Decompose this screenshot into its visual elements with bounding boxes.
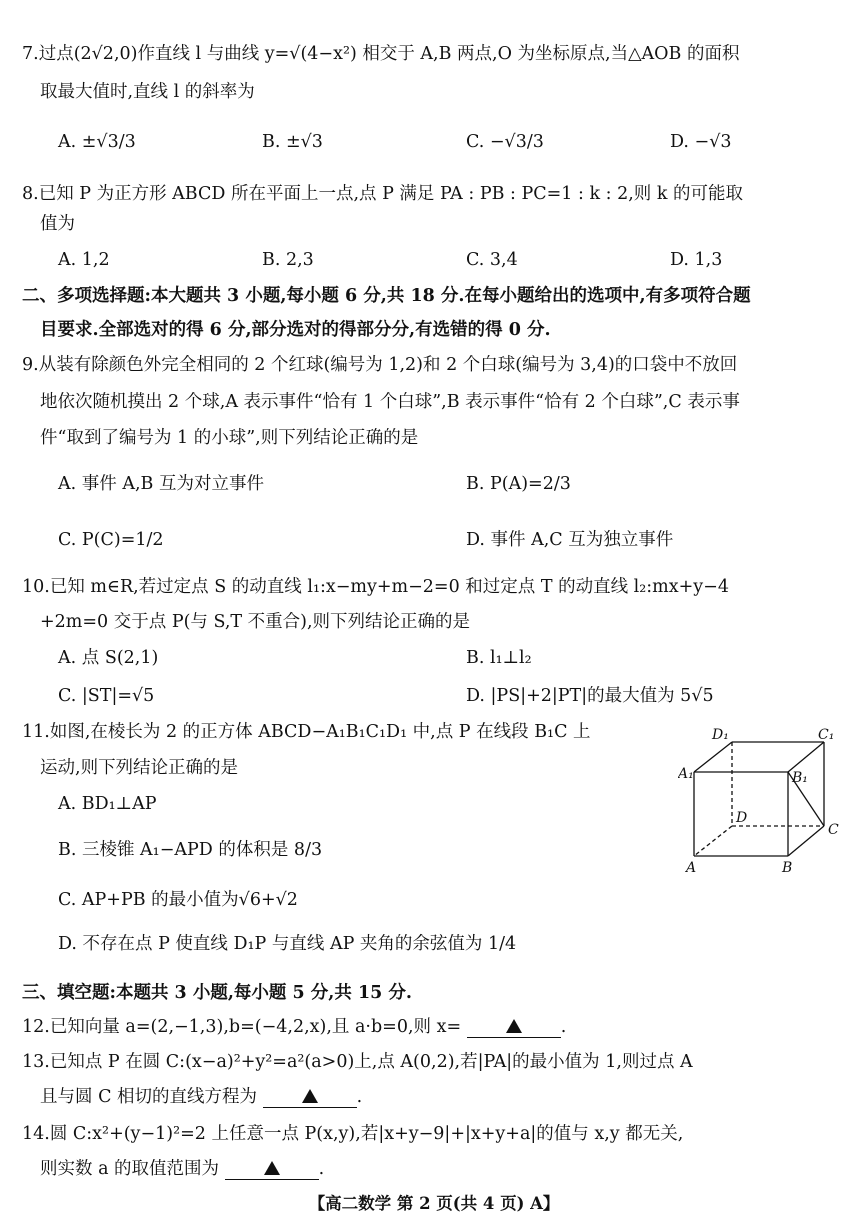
q8-option-a: A. 1,2 — [58, 250, 110, 270]
q13-line1: 13.已知点 P 在圆 C:(x−a)²+y²=a²(a>0)上,点 A(0,2),若|PA|的最小值为 1,则过点 A — [22, 1052, 693, 1072]
q13-answer-blank[interactable] — [263, 1088, 357, 1108]
section3-heading: 三、填空题:本题共 3 小题,每小题 5 分,共 15 分. — [22, 983, 412, 1003]
q14-line1: 14.圆 C:x²+(y−1)²=2 上任意一点 P(x,y),若|x+y−9|+|x+y+a|的值与 x,y 都无关, — [22, 1124, 684, 1144]
q9-option-d: D. 事件 A,C 互为独立事件 — [466, 530, 674, 550]
q11-option-c: C. AP+PB 的最小值为√6+√2 — [58, 890, 298, 910]
q12-text: 12.已知向量 a=(2,−1,3),b=(−4,2,x),且 a·b=0,则 x= — [22, 1017, 462, 1037]
q7-line1: 7.过点(2√2,0)作直线 l 与曲线 y=√(4−x²) 相交于 A,B 两点,O 为坐标原点,当△AOB 的面积 — [22, 44, 740, 64]
q14-text: 则实数 a 的取值范围为 — [40, 1159, 220, 1179]
q9-option-c: C. P(C)=1/2 — [58, 530, 164, 550]
q11-option-b: B. 三棱锥 A₁−APD 的体积是 8/3 — [58, 840, 323, 860]
q8-line1: 8.已知 P 为正方形 ABCD 所在平面上一点,点 P 满足 PA : PB : PC=1 : k : 2,则 k 的可能取 — [22, 184, 744, 204]
q8-option-b: B. 2,3 — [262, 250, 314, 270]
q11-option-a: A. BD₁⊥AP — [58, 794, 157, 814]
q13-line2: 且与圆 C 相切的直线方程为 . — [40, 1087, 363, 1107]
q8-line2: 值为 — [40, 214, 75, 234]
q8-option-d: D. 1,3 — [670, 250, 723, 270]
q11-line2: 运动,则下列结论正确的是 — [40, 758, 239, 778]
page-footer: 【高二数学 第 2 页(共 4 页) A】 — [308, 1194, 560, 1213]
q10-line2: +2m=0 交于点 P(与 S,T 不重合),则下列结论正确的是 — [40, 612, 471, 632]
q9-option-b: B. P(A)=2/3 — [466, 474, 571, 494]
label-a1: A₁ — [678, 766, 694, 782]
q10-line1: 10.已知 m∈R,若过定点 S 的动直线 l₁:x−my+m−2=0 和过定点 T 的动直线 l₂:mx+y−4 — [22, 577, 729, 597]
q7-option-d: D. −√3 — [670, 132, 732, 152]
q11-option-d: D. 不存在点 P 使直线 D₁P 与直线 AP 夹角的余弦值为 1/4 — [58, 934, 517, 954]
q12-line1: 12.已知向量 a=(2,−1,3),b=(−4,2,x),且 a·b=0,则 x= . — [22, 1017, 567, 1037]
label-c1: C₁ — [818, 727, 835, 743]
q9-option-a: A. 事件 A,B 互为对立事件 — [58, 474, 264, 494]
q7-option-b: B. ±√3 — [262, 132, 323, 152]
label-b1: B₁ — [792, 770, 808, 786]
label-d: D — [736, 810, 748, 826]
label-a: A — [686, 860, 697, 876]
q11-line1: 11.如图,在棱长为 2 的正方体 ABCD−A₁B₁C₁D₁ 中,点 P 在线段 B₁C 上 — [22, 722, 591, 742]
label-b: B — [782, 860, 793, 876]
q7-option-a: A. ±√3/3 — [58, 132, 136, 152]
q8-option-c: C. 3,4 — [466, 250, 518, 270]
q9-line2: 地依次随机摸出 2 个球,A 表示事件“恰有 1 个白球”,B 表示事件“恰有 2 个白球”,C 表示事 — [40, 392, 740, 412]
q9-line3: 件“取到了编号为 1 的小球”,则下列结论正确的是 — [40, 428, 419, 448]
q9-line1: 9.从装有除颜色外完全相同的 2 个红球(编号为 1,2)和 2 个白球(编号为 3,4)的口袋中不放回 — [22, 355, 738, 375]
q10-option-c: C. |ST|=√5 — [58, 686, 155, 706]
q12-answer-blank[interactable] — [467, 1018, 561, 1038]
cube-figure — [678, 724, 848, 884]
triangle-icon — [506, 1019, 522, 1033]
triangle-icon — [264, 1161, 280, 1175]
q14-answer-blank[interactable] — [225, 1160, 319, 1180]
q10-option-d: D. |PS|+2|PT|的最大值为 5√5 — [466, 686, 714, 706]
q14-line2: 则实数 a 的取值范围为 . — [40, 1159, 325, 1179]
q13-text: 且与圆 C 相切的直线方程为 — [40, 1087, 258, 1107]
section2-heading-line1: 二、多项选择题:本大题共 3 小题,每小题 6 分,共 18 分.在每小题给出的选项中,有多项符合题 — [22, 286, 751, 306]
q7-line2: 取最大值时,直线 l 的斜率为 — [40, 82, 255, 102]
section2-heading-line2: 目要求.全部选对的得 6 分,部分选对的得部分分,有选错的得 0 分. — [40, 320, 551, 340]
q7-option-c: C. −√3/3 — [466, 132, 544, 152]
label-c: C — [828, 822, 839, 838]
label-d1: D₁ — [712, 727, 729, 743]
q10-option-b: B. l₁⊥l₂ — [466, 648, 532, 668]
q10-option-a: A. 点 S(2,1) — [58, 648, 159, 668]
triangle-icon — [302, 1089, 318, 1103]
